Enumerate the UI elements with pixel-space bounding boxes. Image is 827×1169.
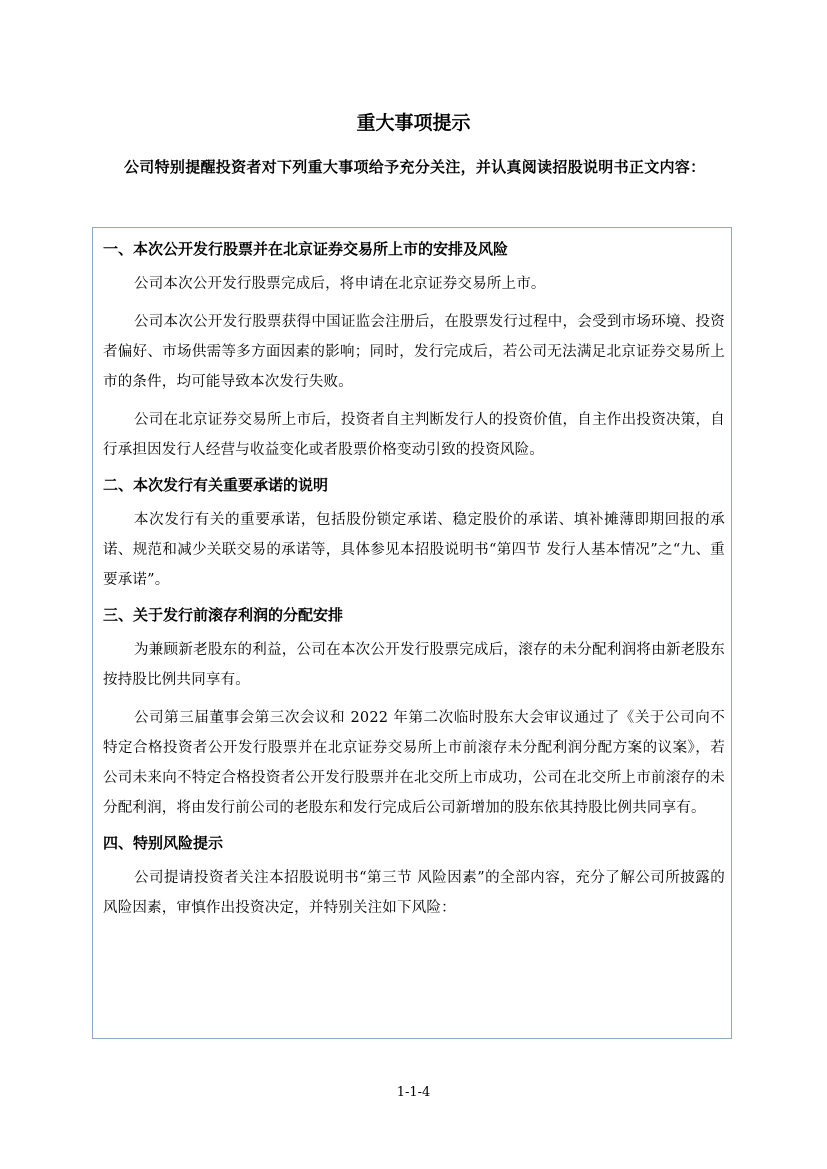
section-heading: 四、特别风险提示 [103, 834, 224, 852]
page-number: 1-1-4 [396, 1085, 431, 1100]
intro-paragraph: 公司特别提醒投资者对下列重大事项给予充分关注，并认真阅读招股说明书正文内容： [124, 158, 706, 176]
section-heading: 一、本次公开发行股票并在北京证券交易所上市的安排及风险 [103, 240, 509, 258]
page-title: 重大事项提示 [356, 112, 471, 134]
section-paragraph: 本次发行有关的重要承诺，包括股份锁定承诺、稳定股价的承诺、填补摊薄即期回报的承诺、规范和减少关联交易的承诺等，具体参见本招股说明书“第四节 发行人基本情况”之“九、重要承诺”。 [103, 512, 725, 588]
section-paragraph: 公司在北京证券交易所上市后，投资者自主判断发行人的投资价值，自主作出投资决策，自行承担因发行人经营与收益变化或者股票价格变动引致的投资风险。 [103, 412, 725, 458]
section-paragraph: 公司第三届董事会第三次会议和 2022 年第二次临时股东大会审议通过了《关于公司向不特定合格投资者公开发行股票并在北京证券交易所上市前滚存未分配利润分配方案的议案》，若公司未来向不特定合格投资者公开发行股票并在北交所上市成功，公司在北交所上市前滚存的未分配利润，将由发行前公司的老股东和发行完成后公司新增加的股东依其持股比例共同享有。 [103, 710, 725, 816]
section-paragraph: 公司提请投资者关注本招股说明书“第三节 风险因素”的全部内容，充分了解公司所披露的风险因素，审慎作出投资决定，并特别关注如下风险： [103, 870, 725, 916]
section-heading: 二、本次发行有关重要承诺的说明 [103, 476, 329, 494]
content-box [92, 227, 732, 1039]
section-paragraph: 公司本次公开发行股票获得中国证监会注册后，在股票发行过程中，会受到市场环境、投资者偏好、市场供需等多方面因素的影响；同时，发行完成后，若公司无法满足北京证券交易所上市的条件，均可能导致本次发行失败。 [103, 314, 725, 390]
section-heading: 三、关于发行前滚存利润的分配安排 [103, 606, 344, 624]
section-paragraph: 为兼顾新老股东的利益，公司在本次公开发行股票完成后，滚存的未分配利润将由新老股东按持股比例共同享有。 [103, 642, 725, 688]
section-paragraph: 公司本次公开发行股票完成后，将申请在北京证券交易所上市。 [134, 276, 546, 292]
